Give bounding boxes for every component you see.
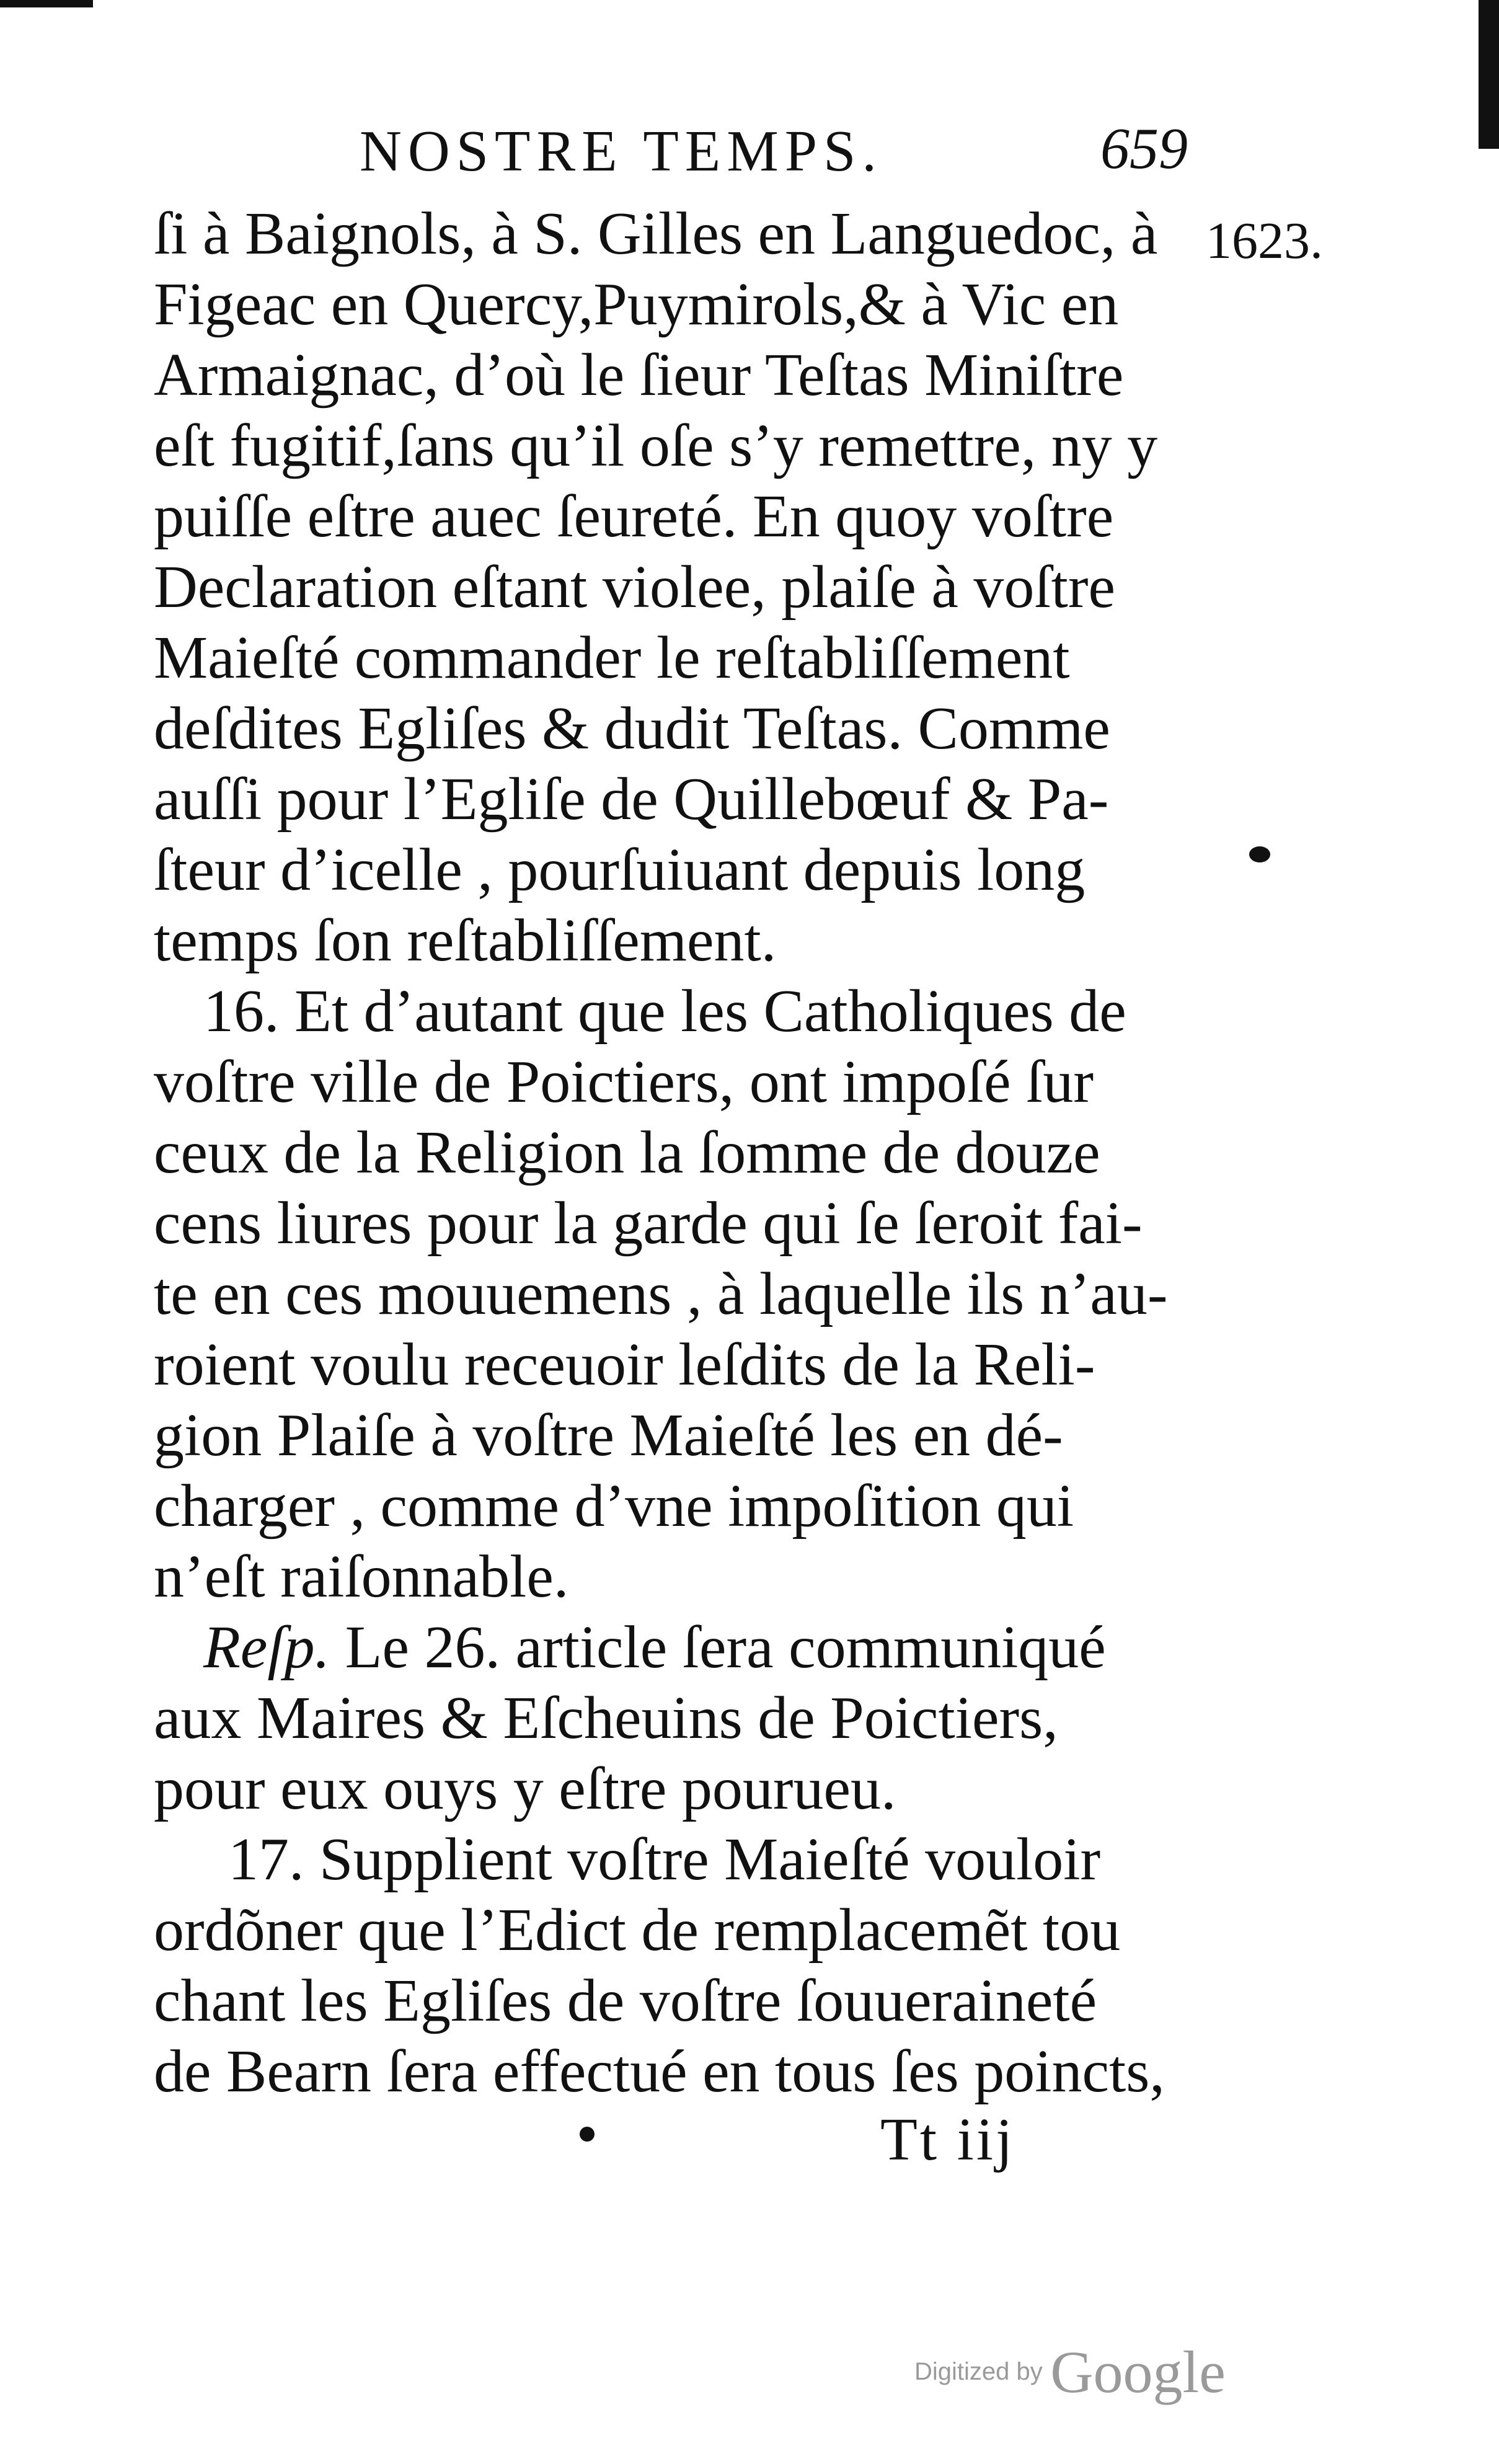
- text-line: aux Maires & Eſcheuins de Poictiers,: [154, 1685, 1058, 1752]
- running-head: NOSTRE TEMPS.: [360, 119, 883, 184]
- text-line: Declaration eſtant violee, plaiſe à voſtre: [154, 554, 1115, 621]
- text-line: de Bearn ſera effectué en tous ſes poincts,: [154, 2038, 1165, 2105]
- text-line: roient voulu receuoir leſdits de la Reli-: [154, 1331, 1095, 1398]
- page-number: 659: [1100, 117, 1188, 181]
- scan-edge-right: [1479, 0, 1499, 149]
- text-line: chant les Egliſes de voſtre ſouueraineté: [154, 1967, 1097, 2034]
- digitization-watermark: [914, 2338, 1226, 2406]
- text-line: eſt fugitif,ſans qu’il oſe s’y remettre, ny y: [154, 412, 1158, 479]
- body-text: [154, 198, 1195, 2107]
- margin-year-note: 1623.: [1206, 212, 1323, 270]
- signature-mark: Tt iij: [880, 2106, 1015, 2173]
- text-line: n’eſt raiſonnable.: [154, 1543, 569, 1610]
- text-line: pour eux ouys y eſtre pourueu.: [154, 1755, 896, 1822]
- watermark-brand: Google: [1050, 2339, 1226, 2405]
- text-line: charger , comme d’vne impoſition qui: [154, 1473, 1074, 1540]
- margin-ink-mark: [1249, 846, 1270, 862]
- article-17-start: 17. Supplient voſtre Maieſté vouloir: [228, 1826, 1101, 1893]
- text-line: ſteur d’icelle , pourſuiuant depuis long: [154, 836, 1086, 903]
- response-text: Le 26. article ſera communiqué: [345, 1614, 1106, 1681]
- page-header: [360, 117, 1188, 192]
- watermark-prefix: Digitized by: [914, 2358, 1043, 2385]
- article-16-start: 16. Et d’autant que les Catholiques de: [203, 978, 1126, 1045]
- text-line: auſſi pour l’Egliſe de Quillebœuf & Pa-: [154, 766, 1109, 833]
- text-line: voſtre ville de Poictiers, ont impoſé ſur: [154, 1048, 1094, 1115]
- text-line: puiſſe eſtre auec ſeureté. En quoy voſtre: [154, 483, 1114, 550]
- scan-edge-top: [0, 0, 93, 7]
- response-line: [154, 1612, 1195, 1683]
- text-line: Maieſté commander le reſtabliſſement: [154, 624, 1070, 691]
- text-line: ordõner que l’Edict de remplacemẽt tou: [154, 1897, 1121, 1964]
- text-line: te en ces mouuemens , à laquelle ils n’au-: [154, 1261, 1168, 1327]
- response-label: Reſp.: [203, 1614, 330, 1681]
- text-line: Armaignac, d’où le ſieur Teſtas Miniſtre: [154, 342, 1124, 409]
- text-line: Figeac en Quercy,Puymirols,& à Vic en: [154, 271, 1119, 338]
- text-line: cens liures pour la garde qui ſe ſeroit fai-: [154, 1190, 1143, 1257]
- ink-dot: [580, 2127, 595, 2142]
- text-line: deſdites Egliſes & dudit Teſtas. Comme: [154, 695, 1110, 762]
- text-line: gion Plaiſe à voſtre Maieſté les en dé-: [154, 1402, 1063, 1469]
- text-line: temps ſon reſtabliſſement.: [154, 907, 777, 974]
- text-line: ſi à Baignols, à S. Gilles en Languedoc, à: [154, 200, 1158, 267]
- text-line: ceux de la Religion la ſomme de douze: [154, 1119, 1100, 1186]
